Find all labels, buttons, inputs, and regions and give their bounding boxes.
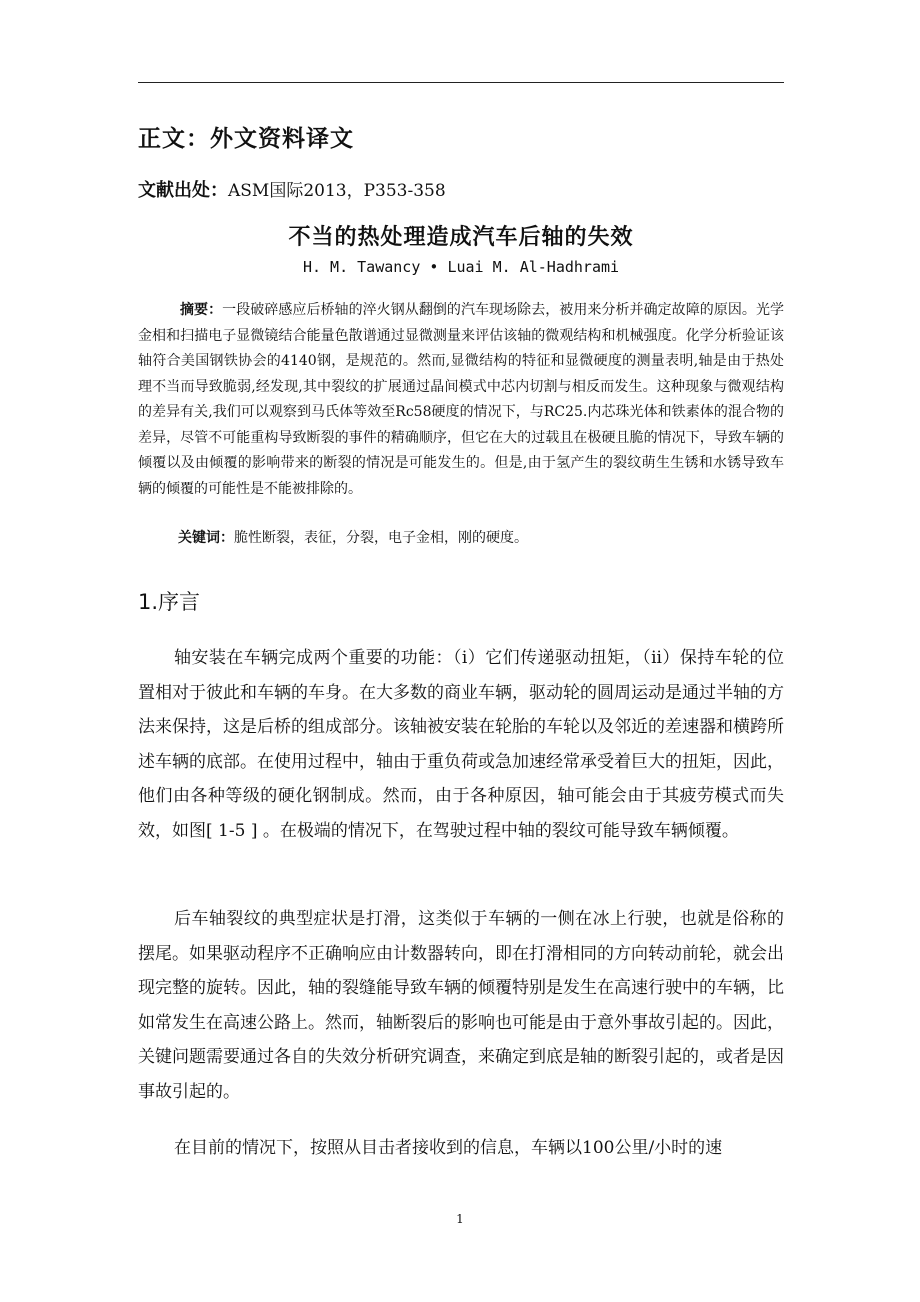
source-label: 文献出处： <box>138 180 228 201</box>
paragraph-3: 在目前的情况下，按照从目击者接收到的信息，车辆以100公里/小时的速 <box>174 1138 723 1158</box>
page-number: 1 <box>456 1212 464 1226</box>
source-value: ASM国际2013，P353-358 <box>228 181 446 201</box>
paragraph-1: 轴安装在车辆完成两个重要的功能：（i）它们传递驱动扭矩，（ii）保持车轮的位置相对于彼此和车辆的车身。在大多数的商业车辆，驱动轮的圆周运动是通过半轴的方法来保持，这是后桥的组成部分。该轴被安装在轮胎的车轮以及邻近的差速器和横跨所述车辆的底部。在使用过程中，轴由于重负荷或急加速经常承受着巨大的扭矩，因此，他们由各种等级的硬化钢制成。然而，由于各种原因，轴可能会由于其疲劳模式而失效，如图[ 1-5 ] 。在极端的情况下，在驾驶过程中轴的裂纹可能导致车辆倾覆。 <box>138 648 784 841</box>
authors: H. M. Tawancy • Luai M. Al-Hadhrami <box>302 258 620 276</box>
source-line <box>138 176 784 202</box>
abstract-text: 一段破碎感应后桥轴的淬火钢从翻倒的汽车现场除去，被用来分析并确定故障的原因。光学金相和扫描电子显微镜结合能量色散谱通过显微测量来评估该轴的微观结构和机械强度。化学分析验证该轴符合美国钢铁协会的4140钢，是规范的。然而,显微结构的特征和显微硬度的测量表明,轴是由于热处理不当而导致脆弱,经发现,其中裂纹的扩展通过晶间模式中芯内切割与相反而发生。这种现象与微观结构的差异有关,我们可以观察到马氏体等效至Rc58硬度的情况下，与RC25.内芯珠光体和铁素体的混合物的差异，尽管不可能重构导致断裂的事件的精确顺序，但它在大的过载且在极硬且脆的情况下，导致车辆的倾覆以及由倾覆的影响带来的断裂的情况是可能发生的。但是,由于氢产生的裂纹萌生生锈和水锈导致车辆的倾覆的可能性是不能被排除的。 <box>138 302 785 497</box>
abstract-label: 摘要： <box>180 302 223 318</box>
keywords-label: 关键词： <box>178 530 234 546</box>
header-rule <box>138 82 784 83</box>
article-title: 不当的热处理造成汽车后轴的失效 <box>288 225 634 250</box>
abstract <box>138 298 784 502</box>
section-title: 1.序言 <box>138 590 201 614</box>
keywords <box>138 527 824 547</box>
keywords-text: 脆性断裂，表征，分裂，电子金相，刚的硬度。 <box>234 530 528 546</box>
main-heading: 正文：外文资料译文 <box>138 126 354 152</box>
paragraph-2: 后车轴裂纹的典型症状是打滑，这类似于车辆的一侧在冰上行驶，也就是俗称的摆尾。如果驱动程序不正确响应由计数器转向，即在打滑相同的方向转动前轮，就会出现完整的旋转。因此，轴的裂缝能导致车辆的倾覆特别是发生在高速行驶中的车辆，比如常发生在高速公路上。然而，轴断裂后的影响也可能是由于意外事故引起的。因此，关键问题需要通过各自的失效分析研究调查，来确定到底是轴的断裂引起的，或者是因事故引起的。 <box>138 909 784 1102</box>
